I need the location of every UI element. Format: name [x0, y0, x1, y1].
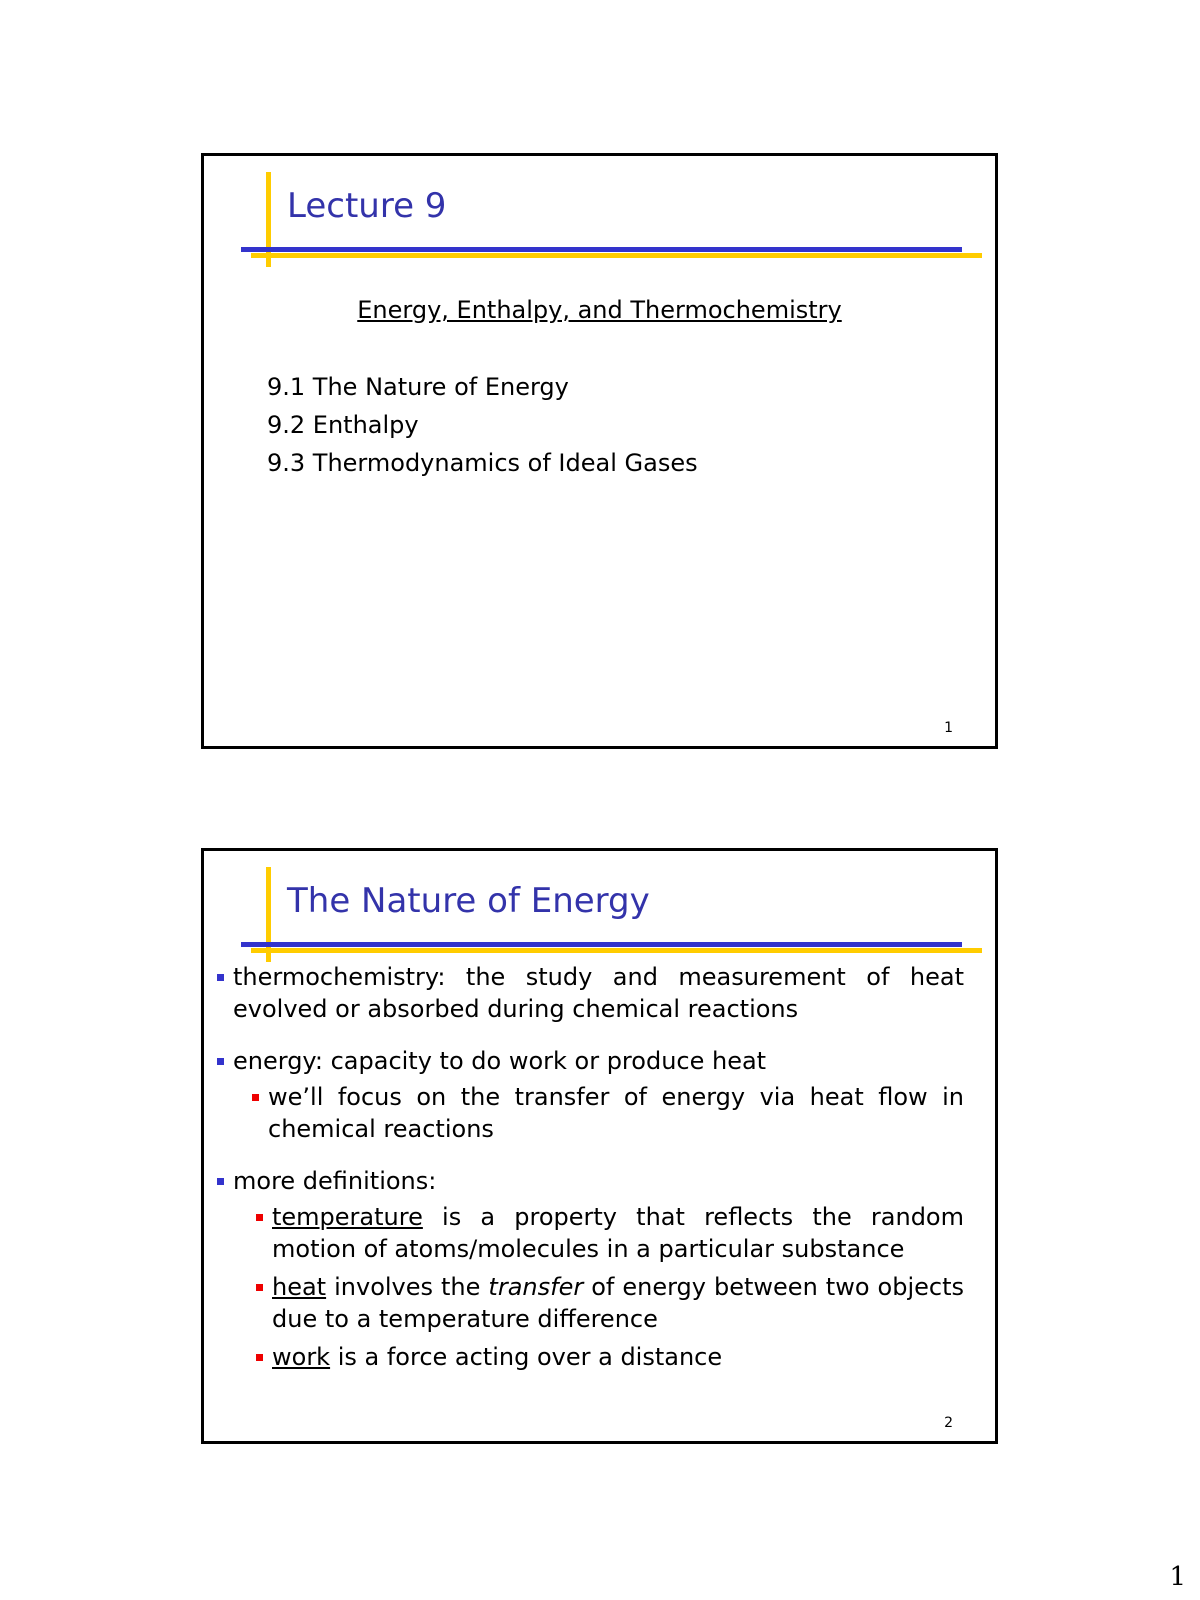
- title-underline-blue: [241, 247, 962, 252]
- bullet-square-red-icon: [252, 1094, 259, 1101]
- bullet-square-red-icon: [256, 1214, 263, 1221]
- sub-bullet-temperature: [214, 1201, 964, 1265]
- table-of-contents: [267, 368, 698, 482]
- bullet-thermochemistry: [214, 961, 964, 1025]
- bullet-text: energy: capacity to do work or produce heat: [233, 1047, 767, 1075]
- definition-text: involves the: [326, 1273, 489, 1301]
- term-temperature: temperature: [272, 1203, 423, 1231]
- definition-text: is a property that reflects the random motion of atoms/molecules in a particular substance: [272, 1203, 964, 1263]
- bullet-more-definitions: [214, 1165, 964, 1197]
- toc-item: 9.1 The Nature of Energy: [267, 373, 569, 401]
- slide-2-content: [214, 961, 964, 1379]
- toc-item: 9.2 Enthalpy: [267, 411, 419, 439]
- slide-1-subtitle: Energy, Enthalpy, and Thermochemistry: [357, 296, 842, 324]
- slide-2-title: The Nature of Energy: [287, 881, 650, 921]
- slide-1-title: Lecture 9: [287, 186, 447, 226]
- bullet-square-red-icon: [256, 1284, 263, 1291]
- sub-bullet-text: we’ll focus on the transfer of energy via heat flow in chemical reactions: [268, 1083, 964, 1143]
- term-heat: heat: [272, 1273, 327, 1301]
- bullet-square-blue-icon: [217, 974, 224, 981]
- slide-2: [201, 848, 998, 1444]
- bullet-text: thermochemistry: the study and measurement of heat evolved or absorbed during chemical reactions: [233, 963, 964, 1023]
- definition-text: of energy between two objects due to a temperature difference: [272, 1273, 964, 1333]
- term-work: work: [272, 1343, 331, 1371]
- sub-bullet-focus: [214, 1081, 964, 1145]
- slide-1: [201, 153, 998, 749]
- bullet-square-red-icon: [256, 1354, 263, 1361]
- bullet-text: more definitions:: [233, 1167, 437, 1195]
- slide-2-number: 2: [944, 1415, 953, 1431]
- title-underline-blue: [241, 942, 962, 947]
- bullet-square-blue-icon: [217, 1178, 224, 1185]
- bullet-square-blue-icon: [217, 1058, 224, 1065]
- toc-item: 9.3 Thermodynamics of Ideal Gases: [267, 449, 698, 477]
- emphasis-transfer: transfer: [488, 1273, 584, 1301]
- title-underline-yellow: [251, 253, 982, 258]
- title-underline-yellow: [251, 948, 982, 953]
- page-number: 1: [1169, 1562, 1186, 1592]
- slide-1-number: 1: [944, 720, 953, 736]
- sub-bullet-work: [214, 1341, 964, 1373]
- bullet-energy: [214, 1045, 964, 1077]
- definition-text: is a force acting over a distance: [330, 1343, 723, 1371]
- sub-bullet-heat: [214, 1271, 964, 1335]
